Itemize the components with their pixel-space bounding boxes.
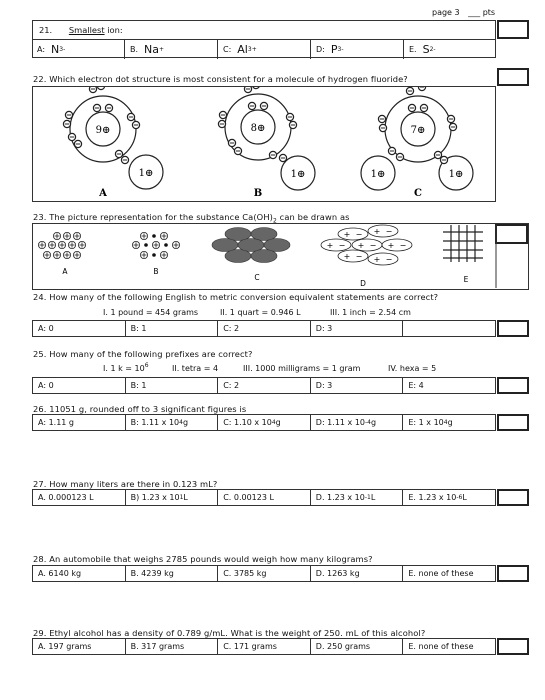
q21-option-letter: E. — [409, 45, 417, 54]
plus-particle-icon — [53, 251, 60, 258]
q27-option-unit: L — [370, 493, 376, 502]
q21-option-ion: Na — [144, 43, 160, 56]
minus-sign: − — [355, 252, 363, 261]
q27-option-a[interactable] — [33, 490, 125, 505]
ion-pair — [338, 250, 368, 262]
q26-score-box[interactable] — [497, 414, 529, 431]
q24-option-e[interactable] — [402, 321, 495, 336]
q25-statement-2: II. tetra = 4 — [172, 364, 219, 373]
electron-icon — [105, 104, 112, 111]
plus-particle-icon — [53, 232, 60, 239]
plus-particle-icon — [73, 251, 80, 258]
plus-sign: + — [357, 241, 365, 250]
q28-option-b[interactable]: B. 4239 kg — [125, 566, 218, 581]
q28-score-box[interactable] — [497, 565, 529, 582]
minus-sign: − — [385, 255, 393, 264]
q21-suffix: ion: — [104, 25, 123, 35]
q26-option-unit: g — [182, 418, 189, 427]
q21-option-letter: A: — [37, 45, 46, 54]
q21-options — [32, 39, 496, 59]
electron-icon — [74, 140, 81, 147]
electron-icon — [440, 156, 447, 163]
q25-option-e[interactable]: E: 4 — [402, 378, 495, 393]
q21-score-box[interactable] — [497, 20, 529, 39]
q24-option-c[interactable]: C: 2 — [217, 321, 310, 336]
electron-icon — [289, 121, 296, 128]
ion-pair — [382, 239, 412, 251]
electron-icon — [286, 113, 293, 120]
plus-sign: + — [373, 255, 381, 264]
minus-sign: − — [338, 241, 346, 250]
gray-particle — [251, 250, 277, 263]
picture-b — [132, 232, 179, 258]
q26-option-text: A: 1.11 g — [38, 418, 75, 427]
q21-option-letter: C: — [223, 45, 232, 54]
minus-sign: − — [355, 230, 363, 239]
q27-options — [32, 489, 496, 506]
q25-score-box[interactable] — [497, 377, 529, 394]
q26-option-unit: g — [447, 418, 453, 427]
q25-option-b[interactable]: B: 1 — [125, 378, 218, 393]
electron-icon — [97, 87, 104, 90]
nucleus-label: 7⊕ — [410, 125, 426, 136]
q21-option-letter: B. — [130, 45, 139, 54]
q25-statement-3: III. 1000 milligrams = 1 gram — [243, 364, 361, 373]
q25-options — [32, 377, 496, 394]
q25-option-d[interactable]: D: 3 — [310, 378, 403, 393]
q27-option-text: C. 0.00123 L — [223, 493, 274, 502]
electron-icon — [418, 87, 425, 91]
points-blank: ___ pts — [468, 8, 496, 17]
dot-particle — [152, 253, 156, 257]
minus-sign: − — [369, 241, 377, 250]
dot-particle — [152, 234, 156, 238]
electron-icon — [396, 153, 403, 160]
q21-option-ion: S — [422, 43, 430, 56]
plus-particle-icon — [38, 241, 45, 248]
q29-option-d[interactable]: D. 250 grams — [310, 639, 403, 654]
q27-option-text: D. 1.23 x 10 — [315, 493, 365, 502]
picture-a — [38, 232, 85, 258]
plus-sign: + — [373, 227, 381, 236]
q27-question: 27. How many liters are there in 0.123 mL? — [33, 479, 218, 489]
q26-option-unit: g — [370, 418, 377, 427]
plus-particle-icon — [78, 241, 85, 248]
ion-pair — [338, 228, 368, 240]
plus-sign: + — [387, 241, 395, 250]
q26-option-d[interactable]: D: 1.11 x 10 -4 g — [310, 415, 403, 430]
q27-option-text: B) 1.23 x 10 — [130, 493, 180, 502]
electron-icon — [379, 124, 386, 131]
electron-icon — [65, 111, 72, 118]
atom-diagram-b — [218, 87, 315, 199]
hydrogen-label: 1⊕ — [290, 169, 306, 180]
atom-diagram-a — [63, 87, 163, 199]
electron-icon — [447, 115, 454, 122]
dot-particle — [164, 243, 168, 247]
q27-score-box[interactable] — [497, 489, 529, 506]
q29-option-e[interactable]: E. none of these — [402, 639, 495, 654]
electron-icon — [93, 104, 100, 111]
q21-option-c[interactable]: C: Al 3+ — [217, 40, 310, 59]
ion-pair — [352, 239, 382, 251]
q24-statement-2: II. 1 quart = 0.946 L — [220, 308, 301, 317]
electron-icon — [408, 104, 415, 111]
electron-icon — [248, 102, 255, 109]
plus-particle-icon — [140, 251, 147, 258]
q24-question: 24. How many of the following English to metric conversion equivalent statements are correct? — [33, 292, 439, 302]
hydrogen-label: 1⊕ — [448, 169, 464, 180]
q21-option-d[interactable]: D: P 3- — [310, 40, 403, 59]
q22-question: 22. Which electron dot structure is most consistent for a molecule of hydrogen fluoride? — [33, 74, 408, 84]
q23-sub: 2 — [273, 217, 277, 225]
electron-icon — [218, 120, 225, 127]
q25-option-c[interactable]: C: 2 — [217, 378, 310, 393]
q27-option-c[interactable] — [217, 490, 310, 505]
plus-particle-icon — [160, 232, 167, 239]
q21-option-e[interactable]: E. S 2- — [403, 40, 496, 59]
q21-option-ion: N — [51, 43, 60, 56]
q29-question: 29. Ethyl alcohol has a density of 0.789 g/mL. What is the weight of 250. mL of this alcohol? — [33, 628, 426, 638]
q21-option-letter: D: — [316, 45, 325, 54]
q26-option-text: C: 1.10 x 10 — [223, 418, 272, 427]
q26-option-a[interactable] — [33, 415, 125, 430]
q23-score-box — [496, 225, 527, 243]
diagram-label: A — [99, 188, 107, 199]
nucleus-label: 8⊕ — [250, 123, 266, 134]
gray-particle — [225, 250, 251, 263]
electron-icon — [132, 121, 139, 128]
electron-icon — [127, 113, 134, 120]
ion-pair — [321, 239, 351, 251]
hydrogen-label: 1⊕ — [138, 168, 154, 179]
q26-option-text: E: 1 x 10 — [408, 418, 444, 427]
q23-text-post: can be drawn as — [276, 212, 350, 222]
ion-pair — [368, 225, 398, 237]
electron-icon — [279, 154, 286, 161]
electron-icon — [68, 133, 75, 140]
minus-sign: − — [385, 227, 393, 236]
electron-icon — [63, 120, 70, 127]
plus-particle-icon — [48, 241, 55, 248]
q28-options — [32, 565, 496, 582]
q27-option-d[interactable]: D. 1.23 x 10 -1 L — [310, 490, 403, 505]
electron-icon — [219, 111, 226, 118]
diagram-label: B — [253, 188, 263, 199]
q23-figure-box — [32, 223, 529, 290]
picture-label: B — [153, 267, 159, 276]
electron-icon — [388, 147, 395, 154]
diagram-label: C — [414, 188, 422, 199]
q29-score-box[interactable] — [497, 638, 529, 655]
minus-sign: − — [399, 241, 407, 250]
electron-icon — [434, 151, 441, 158]
plus-particle-icon — [63, 232, 70, 239]
q26-option-unit: g — [275, 418, 281, 427]
q22-figure-box — [32, 86, 496, 202]
electron-icon — [449, 123, 456, 130]
electron-icon — [420, 104, 427, 111]
electron-icon — [378, 115, 385, 122]
picture-label: A — [62, 267, 68, 276]
picture-label: C — [254, 273, 260, 282]
q28-option-a[interactable]: A. 6140 kg — [38, 569, 82, 578]
q27-option-e[interactable]: E. 1.23 x 10 -6 L — [402, 490, 495, 505]
plus-particle-icon — [73, 232, 80, 239]
q21-block — [32, 20, 496, 58]
picture-label: E — [463, 275, 469, 284]
q29-options — [32, 638, 496, 655]
q21-option-ion: P — [330, 43, 338, 56]
picture-label: D — [360, 279, 366, 288]
plus-particle-icon — [140, 232, 147, 239]
q24-option-a[interactable]: A: 0 — [38, 324, 54, 333]
q23-diagrams — [33, 224, 528, 289]
plus-particle-icon — [43, 251, 50, 258]
atom-diagram-c — [361, 87, 473, 199]
electron-icon — [406, 87, 413, 94]
q27-option-unit: L — [183, 493, 188, 502]
q26-option-text: D: 1.11 x 10 — [315, 418, 365, 427]
q24-options — [32, 320, 496, 337]
q24-option-d[interactable]: D: 3 — [310, 321, 403, 336]
electron-icon — [252, 87, 259, 89]
q27-option-text: A. 0.000123 L — [38, 493, 94, 502]
q25-s1-sup: 6 — [144, 362, 149, 369]
electron-icon — [260, 102, 267, 109]
q25-option-a[interactable]: A: 0 — [38, 381, 54, 390]
electron-icon — [269, 151, 276, 158]
q24-option-b[interactable]: B: 1 — [125, 321, 218, 336]
plus-particle-icon — [132, 241, 139, 248]
plus-particle-icon — [58, 241, 65, 248]
q21-number: 21. — [39, 25, 53, 35]
page-label: page 3 — [432, 8, 460, 17]
q28-option-c[interactable]: C. 3785 kg — [217, 566, 310, 581]
picture-e — [443, 225, 483, 262]
plus-particle-icon — [68, 241, 75, 248]
picture-c — [212, 228, 290, 263]
q23-text: 23. The picture representation for the substance Ca(OH) — [33, 212, 273, 222]
q26-options — [32, 414, 496, 431]
electron-icon — [234, 147, 241, 154]
hydrogen-label: 1⊕ — [370, 169, 386, 180]
q28-question: 28. An automobile that weighs 2785 pounds would weigh how many kilograms? — [33, 554, 373, 564]
q25-question: 25. How many of the following prefixes are correct? — [33, 349, 253, 359]
plus-sign: + — [343, 252, 351, 261]
plus-particle-icon — [172, 241, 179, 248]
q28-option-e[interactable]: E. none of these — [402, 566, 495, 581]
q22-score-box[interactable] — [497, 68, 529, 86]
dot-particle — [144, 243, 148, 247]
q26-question: 26. 11051 g, rounded off to 3 significant figures is — [33, 404, 247, 414]
plus-sign: + — [343, 230, 351, 239]
q22-diagrams — [33, 87, 495, 201]
q25-statement-4: IV. hexa = 5 — [388, 364, 437, 373]
q25-statement-1 — [103, 364, 149, 373]
nucleus-label: 9⊕ — [95, 125, 111, 136]
q24-statement-3: III. 1 inch = 2.54 cm — [330, 308, 411, 317]
q24-score-box[interactable] — [497, 320, 529, 337]
q27-option-unit: L — [462, 493, 467, 502]
q23-question — [33, 212, 350, 225]
electron-icon — [115, 150, 122, 157]
q26-option-c[interactable]: C: 1.10 x 10 4 g — [217, 415, 310, 430]
q26-option-b[interactable]: B: 1.11 x 10 4 g — [125, 415, 218, 430]
q29-option-a[interactable]: A. 197 grams — [38, 642, 92, 651]
q27-option-text: E. 1.23 x 10 — [408, 493, 457, 502]
q21-option-a[interactable]: A: N 3- — [37, 43, 66, 56]
electron-icon — [228, 139, 235, 146]
q27-option-b[interactable]: B) 1.23 x 10 1 L — [125, 490, 218, 505]
page-number — [432, 8, 495, 17]
q29-option-c[interactable]: C. 171 grams — [217, 639, 310, 654]
plus-particle-icon — [63, 251, 70, 258]
q21-option-b[interactable]: B. Na + — [124, 40, 217, 59]
q26-option-text: B: 1.11 x 10 — [130, 418, 180, 427]
plus-sign: + — [326, 241, 334, 250]
electron-icon — [244, 87, 251, 93]
q26-option-e[interactable]: E: 1 x 10 4 g — [402, 415, 495, 430]
q21-option-ion: Al — [237, 43, 248, 56]
electron-icon — [89, 87, 96, 93]
electron-icon — [121, 156, 128, 163]
ion-pair — [368, 253, 398, 265]
q29-option-b[interactable]: B. 317 grams — [125, 639, 218, 654]
q28-option-d[interactable]: D. 1263 kg — [310, 566, 403, 581]
picture-d — [321, 225, 412, 265]
plus-particle-icon — [160, 251, 167, 258]
q24-statement-1: I. 1 pound = 454 grams — [103, 308, 199, 317]
q21-title: Smallest — [68, 25, 105, 35]
plus-particle-icon — [152, 241, 159, 248]
q21-question — [39, 25, 123, 35]
q25-s1-text: I. 1 k = 10 — [103, 364, 145, 373]
